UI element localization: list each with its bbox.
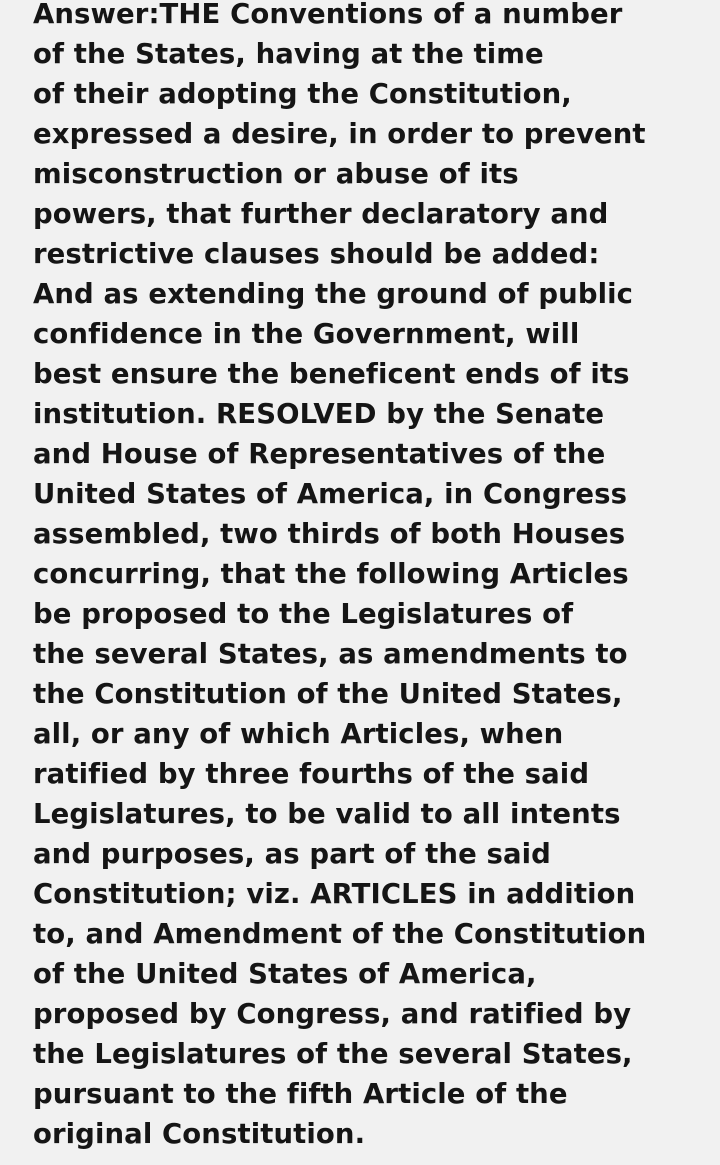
text-line: of the States, having at the time	[33, 38, 544, 70]
text-line: best ensure the beneficent ends of its	[33, 358, 630, 390]
text-line: Answer:THE Conventions of a number	[33, 0, 623, 30]
text-line: the Constitution of the United States,	[33, 678, 623, 710]
text-line: the Legislatures of the several States,	[33, 1038, 633, 1070]
answer-text-block	[33, 0, 646, 1154]
text-line: be proposed to the Legislatures of	[33, 598, 574, 630]
text-line: all, or any of which Articles, when	[33, 718, 564, 750]
text-line: and House of Representatives of the	[33, 438, 606, 470]
text-line: Constitution; viz. ARTICLES in addition	[33, 878, 636, 910]
text-line: powers, that further declaratory and	[33, 198, 609, 230]
text-line: United States of America, in Congress	[33, 478, 628, 510]
text-line: institution. RESOLVED by the Senate	[33, 398, 605, 430]
text-line: of their adopting the Constitution,	[33, 78, 572, 110]
text-line: pursuant to the fifth Article of the	[33, 1078, 568, 1110]
text-line: confidence in the Government, will	[33, 318, 580, 350]
text-line: concurring, that the following Articles	[33, 558, 629, 590]
text-line: Legislatures, to be valid to all intents	[33, 798, 621, 830]
text-line: original Constitution.	[33, 1118, 366, 1150]
text-line: the several States, as amendments to	[33, 638, 628, 670]
text-line: misconstruction or abuse of its	[33, 158, 519, 190]
text-line: expressed a desire, in order to prevent	[33, 118, 646, 150]
text-line: restrictive clauses should be added:	[33, 238, 600, 270]
text-line: of the United States of America,	[33, 958, 537, 990]
text-line: ratified by three fourths of the said	[33, 758, 590, 790]
text-line: And as extending the ground of public	[33, 278, 634, 310]
text-line: assembled, two thirds of both Houses	[33, 518, 626, 550]
text-line: and purposes, as part of the said	[33, 838, 551, 870]
text-line: proposed by Congress, and ratified by	[33, 998, 632, 1030]
text-line: to, and Amendment of the Constitution	[33, 918, 647, 950]
